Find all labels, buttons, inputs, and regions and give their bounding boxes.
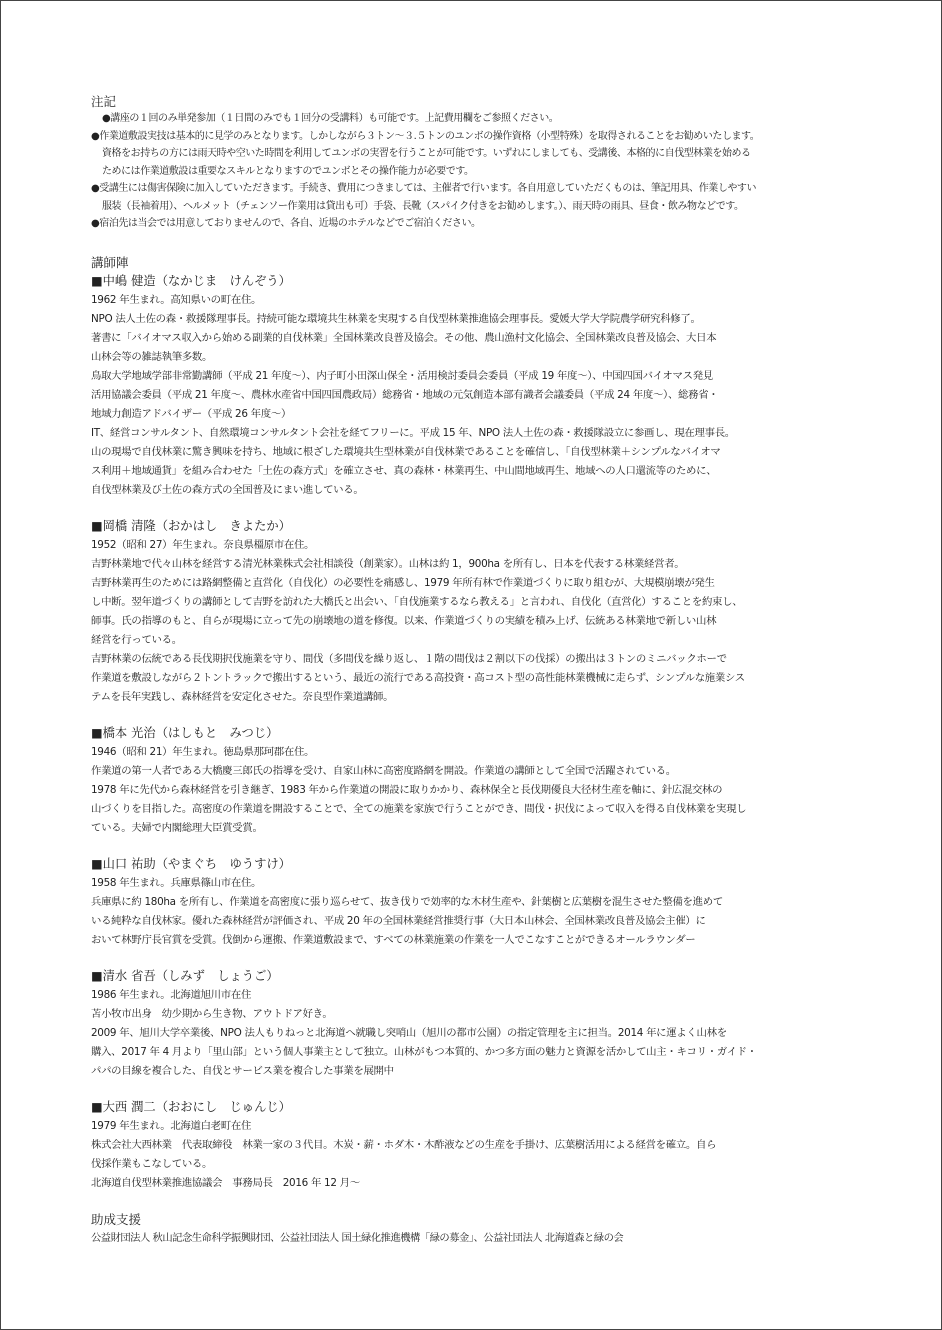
bio-line: 活用協議会委員（平成 21 年度〜、農林水産省中国四国農政局）総務省・地域の元気創造本部有識者会議委員（平成 24 年度〜）、総務省・ <box>91 388 719 401</box>
bio-line: ている。夫婦で内閣総理大臣賞受賞。 <box>91 821 263 834</box>
bio-line: IT、経営コンサルタント、自然環境コンサルタント会社を経てフリーに。平成 15 年、NPO 法人土佐の森・救援隊設立に参画し、現在理事長。 <box>91 426 735 439</box>
instructor-name: ■大西 潤二（おおにし じゅんじ） <box>91 1099 291 1114</box>
instructor-bio <box>91 743 853 838</box>
note-line: ためには作業道敷設は重要なスキルとなりますのでユンボとその操作能力が必要です。 <box>102 165 474 177</box>
note-item <box>91 128 853 181</box>
instructor-bio <box>91 536 853 707</box>
support-heading: 助成支援 <box>91 1211 142 1227</box>
bio-line: 株式会社大西林業 代表取締役 林業一家の３代目。木炭・薪・ホダ木・木酢液などの生産を手掛け、広葉樹活用による経営を確立。自ら <box>91 1138 717 1151</box>
bio-line: 吉野林業再生のためには路網整備と直営化（自伐化）の必要性を痛感し、1979 年所有林で作業道づくりに取り組むが、大規模崩壊が発生 <box>91 576 715 589</box>
note-item <box>91 180 853 215</box>
note-line: ●作業道敷設実技は基本的に見学のみとなります。しかしながら３トン〜３.５トンのユンボの操作資格（小型特殊）を取得されることをお勧めいたします。 <box>91 130 760 142</box>
bio-line: 購入、2017 年 4 月より「里山部」という個人事業主として独立。山林がもつ本質的、かつ多方面の魅力と資源を活かして山主・キコリ・ガイド・ <box>91 1045 757 1058</box>
bio-line: 1979 年生まれ。北海道白老町在住 <box>91 1119 252 1132</box>
bio-line: 1952（昭和 27）年生まれ。奈良県橿原市在住。 <box>91 538 315 551</box>
instructor-profile <box>91 724 853 838</box>
instructor-name: ■中嶋 健造（なかじま けんぞう） <box>91 273 291 288</box>
bio-line: 1958 年生まれ。兵庫県篠山市在住。 <box>91 876 262 889</box>
instructor-name: ■山口 祐助（やまぐち ゆうすけ） <box>91 856 291 871</box>
bio-line: パパの目線を複合した、自伐とサービス業を複合した事業を展開中 <box>91 1064 394 1077</box>
bio-line: 山林会等の雑誌執筆多数。 <box>91 350 213 363</box>
bio-line: 著書に「バイオマス収入から始める副業的自伐林業」全国林業改良普及協会。その他、農山漁村文化協会、全国林業改良普及協会、大日本 <box>91 331 717 344</box>
bio-line: NPO 法人土佐の森・救援隊理事長。持続可能な環境共生林業を実現する自伐型林業推進協会理事長。愛媛大学大学院農学研究科修了。 <box>91 312 701 325</box>
instructor-bio <box>91 291 853 500</box>
bio-line: し中断。翌年道づくりの講師として吉野を訪れた大橋氏と出会い、「自伐施業するなら教える」と言われ、自伐化（直営化）することを約束し、 <box>91 595 743 608</box>
bio-line: 地域力創造アドバイザー（平成 26 年度〜） <box>91 407 292 420</box>
document-content <box>91 93 853 1248</box>
bio-line: 1978 年に先代から森林経営を引き継ぎ、1983 年から作業道の開設に取りかかり、森林保全と長伐期優良大径材生産を軸に、針広混交林の <box>91 783 723 796</box>
bio-line: 経営を行っている。 <box>91 633 182 646</box>
instructor-profile <box>91 272 853 500</box>
bio-line: 1962 年生まれ。高知県いの町在住。 <box>91 293 262 306</box>
bio-line: 作業道を敷設しながら２トントラックで搬出するという、最近の流行である高投資・高コスト型の高性能林業機械に走らず、シンプルな施業シス <box>91 671 745 684</box>
bio-line: おいて林野庁長官賞を受賞。伐倒から運搬、作業道敷設まで、すべての林業施業の作業を一人でこなすことができるオールラウンダー <box>91 933 696 946</box>
bio-line: 1986 年生まれ。北海道旭川市在住 <box>91 988 252 1001</box>
instructor-bio <box>91 1117 853 1193</box>
instructor-profile <box>91 855 853 950</box>
instructor-profile <box>91 1098 853 1193</box>
instructor-bio <box>91 986 853 1081</box>
bio-line: 山の現場で自伐林業に驚き興味を持ち、地域に根ざした環境共生型林業が自伐林業であることを確信し、「自伐型林業＋シンプルなバイオマ <box>91 445 721 458</box>
notes-heading: 注記 <box>91 94 117 109</box>
note-line: 服装（長袖着用）、ヘルメット（チェンソー作業用は貸出も可）手袋、長靴（スパイク付きをお勧めします。）、雨天時の雨具、昼食・飲み物などです。 <box>102 200 744 212</box>
support-organizations: 公益財団法人 秋山記念生命科学振興財団、公益社団法人 国土緑化推進機構「緑の募金」、公益社団法人 北海道森と緑の会 <box>91 1231 624 1244</box>
notes-section <box>91 93 853 233</box>
bio-line: 吉野林業の伝統である長伐期択伐施業を守り、間伐（多間伐を繰り返し、１階の間伐は２割以下の伐採）の搬出は３トンのミニバックホーで <box>91 652 727 665</box>
instructor-name: ■清水 省吾（しみず しょうご） <box>91 968 279 983</box>
bio-line: テムを長年実践し、森林経営を安定化させた。奈良型作業道講師。 <box>91 690 394 703</box>
note-line: ●講座の１回のみ単発参加（１日間のみでも１回分の受講料）も可能です。上記費用欄をご参照ください。 <box>102 113 559 124</box>
instructor-bio <box>91 874 853 950</box>
bio-line: 鳥取大学地域学部非常勤講師（平成 21 年度〜）、内子町小田深山保全・活用検討委員会委員（平成 19 年度〜）、中国四国バイオマス発見 <box>91 369 713 382</box>
instructors-section <box>91 253 853 1193</box>
bio-line: 苫小牧市出身 幼少期から生き物、アウトドア好き。 <box>91 1007 333 1020</box>
bio-line: 兵庫県に約 180ha を所有し、作業道を高密度に張り巡らせて、抜き伐りで効率的な木材生産や、針葉樹と広葉樹を混生させた整備を進めて <box>91 895 723 908</box>
instructor-name: ■岡橋 清隆（おかはし きよたか） <box>91 518 291 533</box>
bio-line: ス利用＋地域通貨」を組み合わせた「土佐の森方式」を確立させ、真の森林・林業再生、中山間地域再生、地域への人口還流等のために、 <box>91 464 717 477</box>
bio-line: 吉野林業地で代々山林を経営する清光林業株式会社相談役（創業家）。山林は約 1，900ha を所有し、日本を代表する林業経営者。 <box>91 557 685 570</box>
bio-line: 師事。氏の指導のもと、自らが現場に立って先の崩壊地の道を修復。以来、作業道づくりの実績を積み上げ、伝統ある林業地で新しい山林 <box>91 614 717 627</box>
instructor-profile <box>91 517 853 707</box>
instructors-heading: 講師陣 <box>91 254 129 270</box>
bio-line: 自伐型林業及び土佐の森方式の全国普及にまい進している。 <box>91 483 364 496</box>
note-line: ●受講生には傷害保険に加入していただきます。手続き、費用につきましては、主催者で行います。各自用意していただくものは、筆記用具、作業しやすい <box>91 183 757 194</box>
note-line: ●宿泊先は当会では用意しておりませんので、各自、近場のホテルなどでご宿泊ください。 <box>91 218 481 229</box>
bio-line: 1946（昭和 21）年生まれ。徳島県那珂郡在住。 <box>91 745 315 758</box>
note-line: 資格をお持ちの方には雨天時や空いた時間を利用してユンボの実習を行うことが可能です。いずれにしましても、受講後、本格的に自伐型林業を始める <box>102 148 751 159</box>
instructor-name: ■橋本 光治（はしもと みつじ） <box>91 725 279 740</box>
bio-line: 伐採作業もこなしている。 <box>91 1157 213 1170</box>
bio-line: 作業道の第一人者である大橋慶三郎氏の指導を受け、自家山林に高密度路網を開設。作業道の講師として全国で活躍されている。 <box>91 764 676 777</box>
note-item <box>91 110 853 128</box>
bio-line: 山づくりを目指した。高密度の作業道を開設することで、全ての施業を家族で行うことができ、間伐・択伐によって収入を得る自伐林業を実現し <box>91 802 747 815</box>
support-section <box>91 1210 853 1248</box>
instructor-profile <box>91 967 853 1081</box>
note-item <box>91 215 853 233</box>
bio-line: いる純粋な自伐林家。優れた森林経営が評価され、平成 20 年の全国林業経営推奨行事（大日本山林会、全国林業改良普及協会主催）に <box>91 914 706 927</box>
bio-line: 2009 年、旭川大学卒業後、NPO 法人もりねっと北海道へ就職し突哨山（旭川の都市公園）の指定管理を主に担当。2014 年に運よく山林を <box>91 1026 727 1039</box>
bio-line: 北海道自伐型林業推進協議会 事務局長 2016 年 12 月〜 <box>91 1176 360 1189</box>
